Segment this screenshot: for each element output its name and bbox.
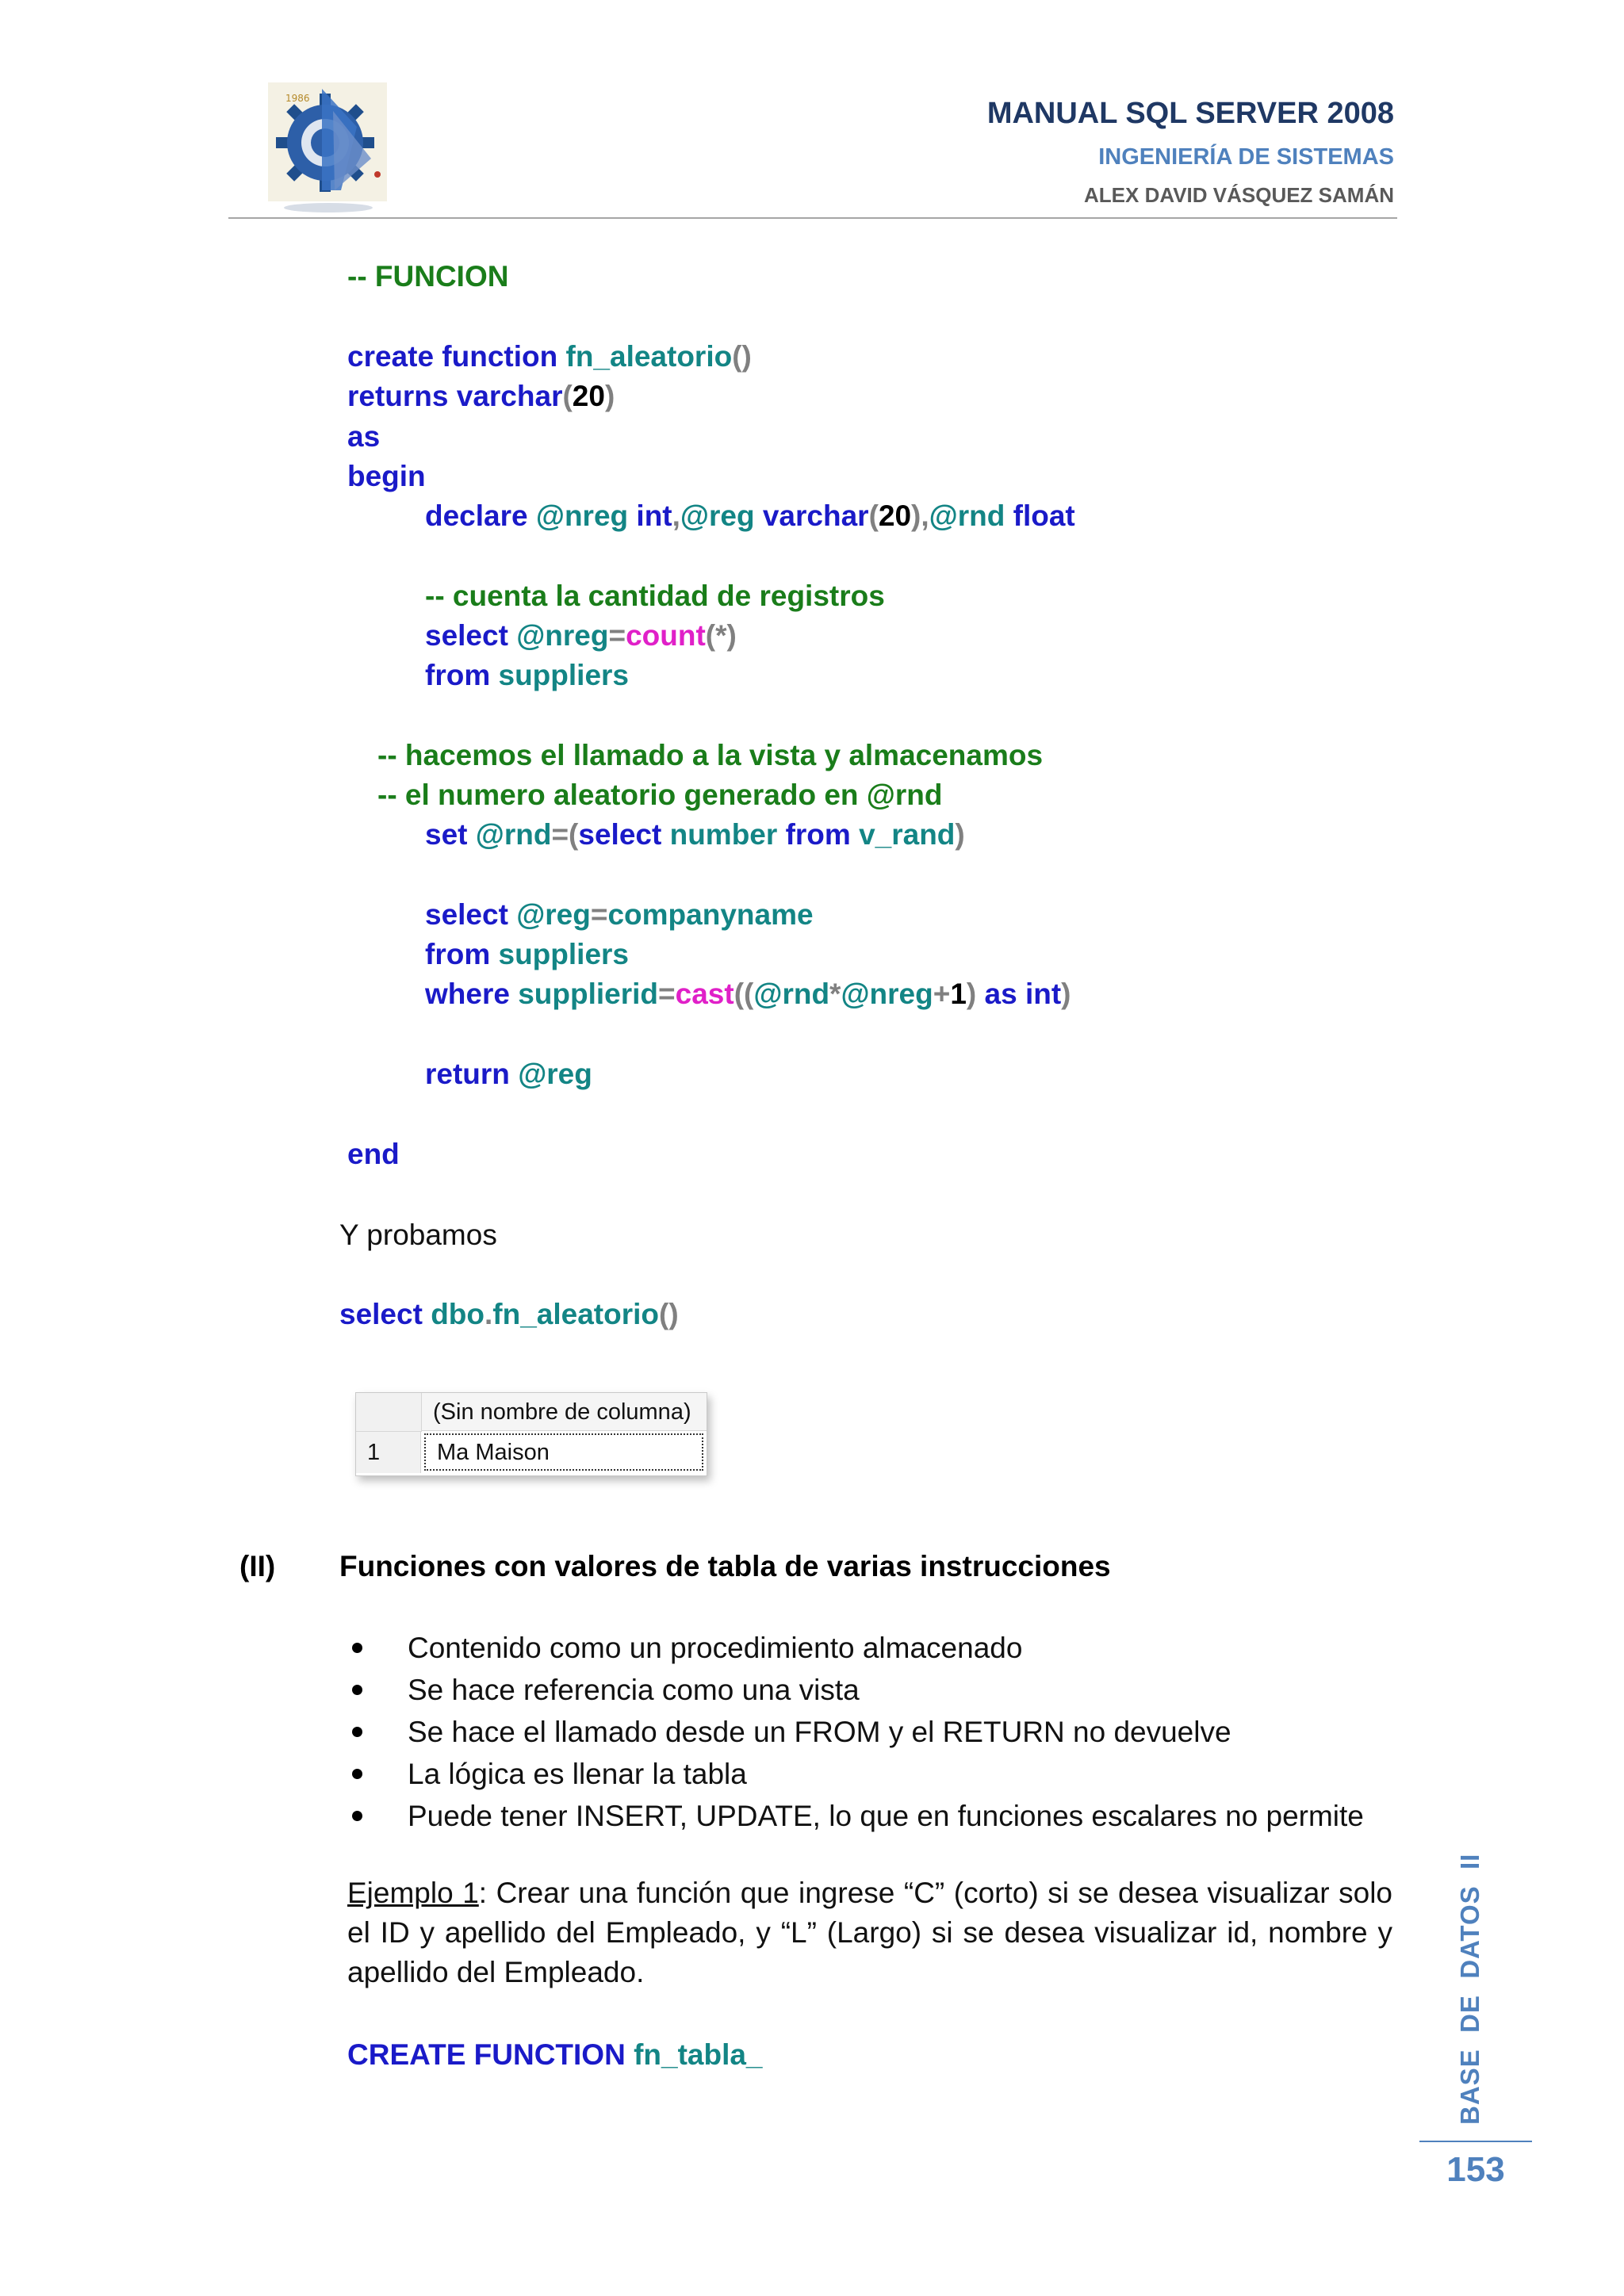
code-operator: ( [868, 499, 879, 532]
list-item-text: La lógica es llenar la tabla [408, 1758, 747, 1790]
svg-text:1986: 1986 [285, 93, 310, 104]
code-keyword: from [785, 818, 860, 851]
code-keyword: as [347, 420, 381, 453]
code-line-comment-llamado [377, 738, 1043, 773]
page-number: 153 [1446, 2150, 1505, 2189]
code-line-begin [347, 459, 426, 494]
code-operator: , [672, 499, 680, 532]
code-variable: @reg [518, 1058, 592, 1090]
code-identifier: supplierid [518, 978, 659, 1010]
code-line-comment-numero [377, 778, 942, 813]
code-operator: =( [551, 818, 579, 851]
code-comment: -- FUNCION [347, 260, 509, 293]
example-label: Ejemplo 1 [347, 1877, 479, 1909]
code-keyword: select [578, 818, 670, 851]
code-operator: ), [911, 499, 929, 532]
code-variable: @reg [516, 898, 591, 931]
code-variable: @rnd [929, 499, 1013, 532]
grid-corner-cell [356, 1393, 422, 1432]
code-keyword: select [425, 619, 517, 652]
code-operator: ( [562, 380, 573, 412]
header-author: ALEX DAVID VÁSQUEZ SAMÁN [1084, 183, 1394, 207]
example-paragraph [347, 1873, 1392, 1992]
code-line-returns [347, 379, 615, 414]
code-identifier: dbo [431, 1298, 485, 1330]
engineering-gear-logo-icon [268, 79, 389, 214]
result-grid [355, 1392, 707, 1476]
code-keyword: declare [425, 499, 536, 532]
code-operator: ) [604, 380, 615, 412]
code-operator: = [590, 898, 608, 931]
header-subtitle: INGENIERÍA DE SISTEMAS [1098, 144, 1394, 170]
code-identifier: companyname [607, 898, 814, 931]
code-keyword: as int [984, 978, 1062, 1010]
code-line-set [425, 817, 965, 852]
code-line-return [425, 1057, 592, 1092]
bullet-icon [352, 1769, 362, 1779]
code-keyword: from [425, 938, 499, 970]
side-section-label: BASE DE DATOS II [1455, 1853, 1484, 2125]
code-operator: () [659, 1298, 679, 1330]
code-operator: + [933, 978, 951, 1010]
test-query-line [339, 1297, 679, 1332]
code-comment: -- cuenta la cantidad de registros [425, 580, 885, 612]
grid-cell-selected[interactable]: Ma Maison [424, 1433, 703, 1471]
list-item-text: Se hace referencia como una vista [408, 1674, 860, 1706]
code-line-comment-funcion [347, 259, 508, 294]
list-item [347, 1753, 1364, 1795]
code-variable: @nreg [841, 978, 933, 1010]
list-item [347, 1669, 1364, 1711]
code-line-create-function [347, 339, 752, 374]
code-number: 20 [572, 380, 605, 412]
bullet-icon [352, 1685, 362, 1695]
code-keyword: create function [347, 340, 566, 373]
code-comment: -- hacemos el llamado a la vista y almacenamos [377, 739, 1044, 771]
code-line-end [347, 1137, 400, 1172]
code-number: 1 [950, 978, 967, 1010]
header-divider [228, 217, 1397, 219]
list-item-text: Puede tener INSERT, UPDATE, lo que en funciones escalares no permite [408, 1800, 1364, 1832]
page-number-divider [1419, 2141, 1532, 2142]
code-keyword: returns varchar [347, 380, 563, 412]
code-keyword: from [425, 659, 499, 691]
code-identifier: fn_aleatorio [492, 1298, 660, 1330]
code-keyword: select [339, 1298, 431, 1330]
list-item-text: Contenido como un procedimiento almacenado [408, 1632, 1023, 1664]
list-item [347, 1711, 1364, 1753]
code-line-where [425, 977, 1071, 1012]
code-operator: * [829, 978, 841, 1010]
code-function: cast [675, 978, 734, 1010]
grid-row-number[interactable]: 1 [356, 1432, 421, 1473]
code-function: count [626, 619, 706, 652]
list-item [347, 1795, 1364, 1837]
code-operator: (( [733, 978, 754, 1010]
code-keyword: select [425, 898, 517, 931]
code-operator: ) [966, 978, 985, 1010]
code-line-create-function-tabla [347, 2038, 763, 2072]
code-type: float [1013, 499, 1075, 532]
code-variable: @nreg [535, 499, 637, 532]
code-operator: . [485, 1298, 493, 1330]
code-variable: @reg [680, 499, 763, 532]
code-comment: -- el numero aleatorio generado en @rnd [377, 779, 943, 811]
code-table: suppliers [498, 938, 629, 970]
code-type: varchar [762, 499, 869, 532]
code-operator: (*) [705, 619, 737, 652]
code-keyword: end [347, 1138, 400, 1170]
header-title: MANUAL SQL SERVER 2008 [986, 97, 1394, 130]
code-type: int [636, 499, 672, 532]
code-operator: () [732, 340, 752, 373]
code-line-select-count [425, 618, 737, 653]
code-keyword: where [425, 978, 519, 1010]
example-text: : Crear una función que ingrese “C” (corto) si se desea visualizar solo el ID y apellido del Empleado, y “L” (Largo) si se desea visualizar id, nombre y apellido del Empleado. [347, 1877, 1392, 1988]
code-line-select-companyname [425, 897, 814, 932]
code-line-declare [425, 499, 1075, 534]
code-variable: @rnd [475, 818, 552, 851]
section-title: Funciones con valores de tabla de varias instrucciones [339, 1550, 1111, 1582]
code-line-from-suppliers [425, 658, 629, 693]
code-table: suppliers [498, 659, 629, 691]
grid-column-header[interactable]: (Sin nombre de columna) [422, 1393, 707, 1431]
bullet-list [347, 1627, 1364, 1837]
probamos-text: Y probamos [339, 1219, 497, 1251]
code-line-from-suppliers-2 [425, 937, 629, 972]
code-line-comment-cuenta [425, 579, 885, 614]
code-operator: = [608, 619, 626, 652]
bullet-icon [352, 1643, 362, 1653]
code-keyword: begin [347, 460, 426, 492]
code-identifier: fn_tabla_ [634, 2038, 763, 2071]
list-item-text: Se hace el llamado desde un FROM y el RETURN no devuelve [408, 1716, 1231, 1748]
code-operator: = [658, 978, 676, 1010]
list-item [347, 1627, 1364, 1669]
code-operator: ) [1061, 978, 1071, 1010]
code-keyword: CREATE FUNCTION [347, 2038, 634, 2071]
bullet-icon [352, 1811, 362, 1821]
code-keyword: return [425, 1058, 519, 1090]
code-identifier: v_rand [859, 818, 956, 851]
section-number: (II) [239, 1550, 276, 1582]
code-operator: ) [955, 818, 965, 851]
code-identifier: number [669, 818, 786, 851]
code-number: 20 [878, 499, 912, 532]
code-variable: @nreg [516, 619, 609, 652]
code-variable: @rnd [753, 978, 830, 1010]
code-keyword: set [425, 818, 476, 851]
bullet-icon [352, 1727, 362, 1737]
code-line-as [347, 419, 380, 454]
code-identifier: fn_aleatorio [565, 340, 733, 373]
